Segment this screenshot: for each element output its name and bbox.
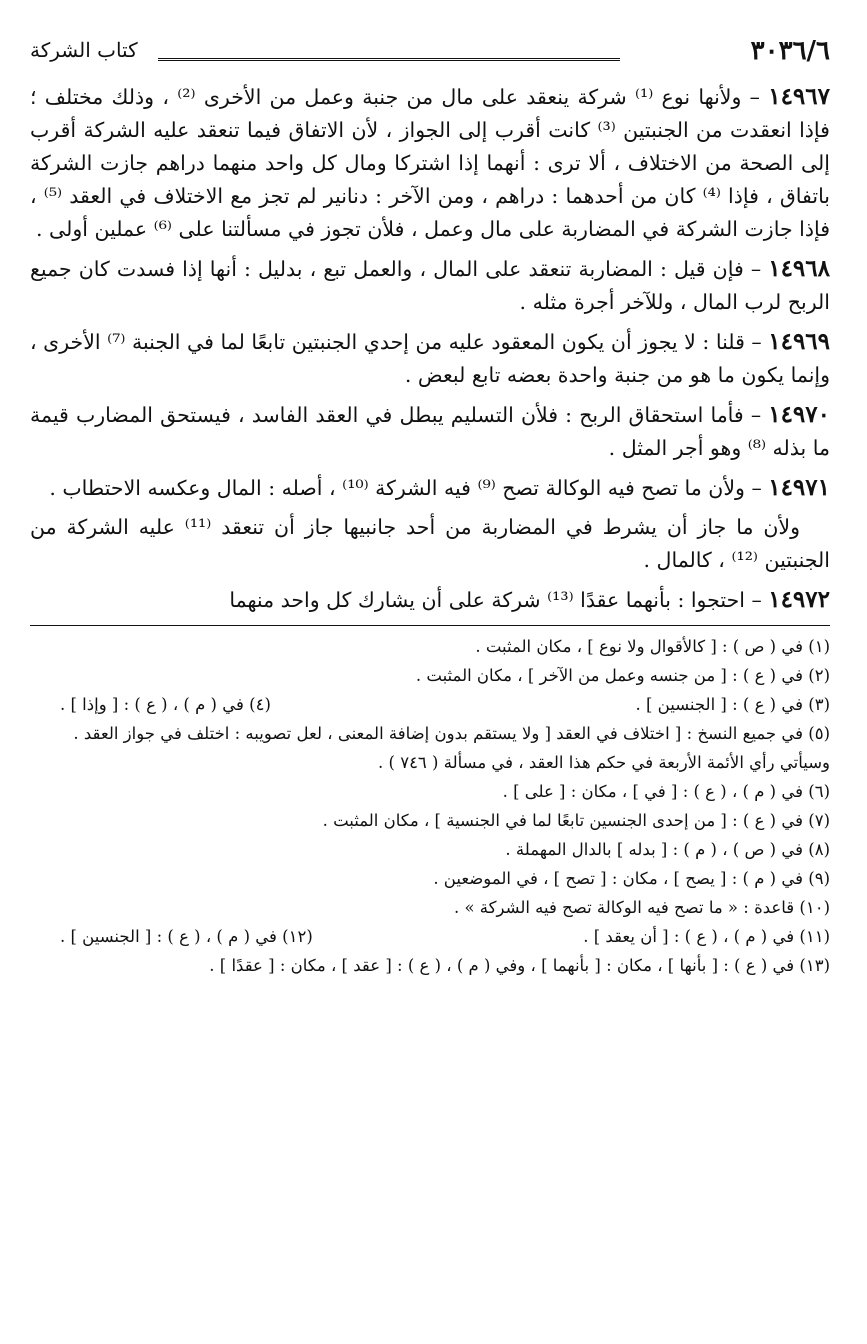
document-page <box>30 28 830 980</box>
footnote-4: (٤) في ( م ) ، ( ع ) : [ وإذا ] . <box>60 695 271 714</box>
footnotes <box>30 632 830 980</box>
paragraph-14968 <box>30 252 830 319</box>
paragraph-text: – ولأنها نوع ⁽¹⁾ شركة ينعقد على مال من جنبة وعمل من الأخرى ⁽²⁾ ، وذلك مختلف ؛ فإذا انعقدت من الجنبتين ⁽³⁾ كانت أقرب إلى الجواز ، لأن الاتفاق فيما تنعقد عليه الشركة أقرب إلى الصحة من الاختلاف ، ألا ترى : أنهما إذا اشتركا ومال كل واحد منهما دراهم جازت الشركة باتفاق ، فإذا ⁽⁴⁾ كان من أحدهما : دراهم ، ومن الآخر : دنانير لم تجز مع الاختلاف في العقد ⁽⁵⁾ ، فإذا جازت الشركة في المضاربة على مال وعمل ، فلأن تجوز في مسألتنا على ⁽⁶⁾ عملين أولى . <box>30 85 831 241</box>
paragraph-number: ١٤٩٦٩ <box>768 328 831 355</box>
footnote-11: (١١) في ( م ) ، ( ع ) : [ أن يعقد ] . <box>583 927 830 946</box>
paragraph-number: ١٤٩٧٠ <box>768 401 830 428</box>
page-header <box>30 28 830 72</box>
paragraph-14969 <box>30 325 830 392</box>
paragraph-text: ولأن ما جاز أن يشرط في المضاربة من أحد جانبيها جاز أن تنعقد ⁽¹¹⁾ عليه الشركة من الجنبتين ⁽¹²⁾ ، كالمال . <box>30 515 830 572</box>
paragraph-continuation <box>30 511 830 577</box>
paragraph-number: ١٤٩٧١ <box>768 474 830 501</box>
footnote-5: (٥) في جميع النسخ : [ اختلاف في العقد [ ولا يستقم بدون إضافة المعنى ، لعل تصويبه : اختلف في جواز العقد . وسيأتي رأي الأئمة الأربعة في حكم هذا العقد ، في مسألة ( ٧٤٦ ) . <box>73 724 830 772</box>
page-number: ٣٠٣٦/٦ <box>750 36 830 66</box>
paragraph-14971 <box>30 471 830 505</box>
footnote-row-3-4 <box>30 690 830 719</box>
footnote-separator <box>30 625 830 626</box>
paragraph-text: – احتجوا : بأنهما عقدًا ⁽¹³⁾ شركة على أن يشارك كل واحد منهما <box>229 588 769 612</box>
header-rule <box>158 58 620 61</box>
book-title: كتاب الشركة <box>30 38 138 62</box>
footnote-8: (٨) في ( ص ) ، ( م ) : [ بدله ] بالدال المهملة . <box>505 840 830 859</box>
footnote-9: (٩) في ( م ) : [ يصح ] ، مكان : [ تصح ] ، في الموضعين . <box>433 869 830 888</box>
footnote-2: (٢) في ( ع ) : [ من جنسه وعمل من الآخر ] ، مكان المثبت . <box>415 666 830 685</box>
paragraph-text: – ولأن ما تصح فيه الوكالة تصح ⁽⁹⁾ فيه الشركة ⁽¹⁰⁾ ، أصله : المال وعكسه الاحتطاب . <box>49 476 769 500</box>
paragraph-text: – فإن قيل : المضاربة تنعقد على المال ، والعمل تبع ، بدليل : أنها إذا فسدت كان جميع الربح لرب المال ، وللآخر أجرة مثله . <box>30 257 830 314</box>
footnote-12: (١٢) في ( م ) ، ( ع ) : [ الجنسين ] . <box>60 927 313 946</box>
paragraph-14967 <box>30 80 830 246</box>
paragraph-text: – قلنا : لا يجوز أن يكون المعقود عليه من إحدي الجنبتين تابعًا لما في الجنبة ⁽⁷⁾ الأخرى ، وإنما يكون ما هو من جنبة واحدة بعضه تابع لبعض . <box>30 330 830 387</box>
footnote-13: (١٣) في ( ع ) : [ بأنها ] ، مكان : [ بأنهما ] ، وفي ( م ) ، ( ع ) : [ عقد ] ، مكان : [ عقدًا ] . <box>209 956 830 975</box>
main-text <box>30 80 830 617</box>
paragraph-14972 <box>30 583 830 617</box>
footnote-row-11-12 <box>30 922 830 951</box>
footnote-6: (٦) في ( م ) ، ( ع ) : [ في ] ، مكان : [ على ] . <box>502 782 830 801</box>
paragraph-14970 <box>30 398 830 465</box>
paragraph-number: ١٤٩٧٢ <box>768 586 830 613</box>
footnote-7: (٧) في ( ع ) : [ من إحدى الجنسين تابعًا لما في الجنسية ] ، مكان المثبت . <box>322 811 830 830</box>
footnote-3: (٣) في ( ع ) : [ الجنسين ] . <box>635 695 830 714</box>
paragraph-number: ١٤٩٦٧ <box>768 83 830 110</box>
footnote-10: (١٠) قاعدة : « ما تصح فيه الوكالة تصح فيه الشركة » . <box>453 898 830 917</box>
paragraph-number: ١٤٩٦٨ <box>768 255 830 282</box>
paragraph-text: – فأما استحقاق الربح : فلأن التسليم يبطل في العقد الفاسد ، فيستحق المضارب قيمة ما بذله ⁽⁸⁾ وهو أجر المثل . <box>30 403 830 460</box>
footnote-1: (١) في ( ص ) : [ كالأقوال ولا نوع ] ، مكان المثبت . <box>475 637 830 656</box>
